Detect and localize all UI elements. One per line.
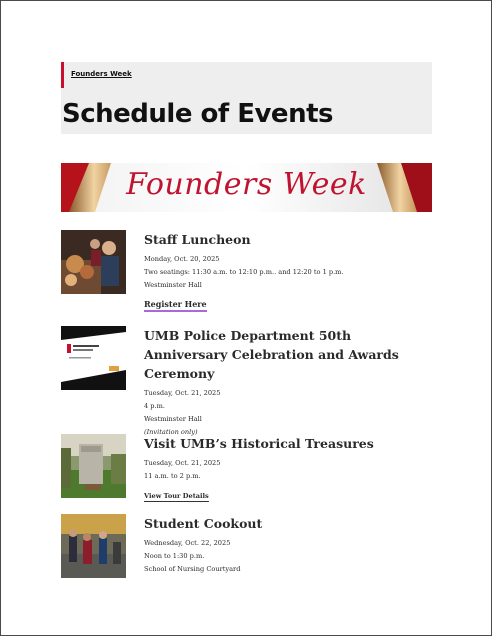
event-date: Tuesday, Oct. 21, 2025 <box>144 459 221 467</box>
view-tour-details-link[interactable]: View Tour Details <box>144 492 209 500</box>
event-location: Westminster Hall <box>144 281 202 289</box>
event-time: 4 p.m. <box>144 402 165 410</box>
banner-title: Founders Week <box>126 167 367 202</box>
event-time: Noon to 1:30 p.m. <box>144 552 205 560</box>
page-title: Schedule of Events <box>62 99 333 129</box>
founders-week-banner <box>61 163 432 212</box>
event-date: Tuesday, Oct. 21, 2025 <box>144 389 221 397</box>
hero-header <box>61 62 432 134</box>
event-title: Staff Luncheon <box>144 232 251 247</box>
event-title: Student Cookout <box>144 516 263 531</box>
event-photo-treasures <box>61 434 126 498</box>
event-time: Two seatings: 11:30 a.m. to 12:10 p.m.. and 12:20 to 1 p.m. <box>144 268 344 276</box>
event-date: Monday, Oct. 20, 2025 <box>144 255 220 263</box>
event-time: 11 a.m. to 2 p.m. <box>144 472 201 480</box>
event-photo-cookout <box>61 514 126 578</box>
breadcrumb-accent <box>61 62 64 88</box>
event-date: Wednesday, Oct. 22, 2025 <box>144 539 231 547</box>
event-title: UMB Police Department 50th Anniversary Celebration and Awards Ceremony <box>144 328 399 381</box>
breadcrumb-founders-week[interactable]: Founders Week <box>71 70 132 78</box>
event-photo-police <box>61 326 126 390</box>
event-photo-luncheon <box>61 230 126 294</box>
event-location: Westminster Hall <box>144 415 202 423</box>
event-note: (Invitation only) <box>144 428 198 436</box>
register-here-link[interactable]: Register Here <box>144 299 207 312</box>
event-location: School of Nursing Courtyard <box>144 565 241 573</box>
event-title: Visit UMB’s Historical Treasures <box>144 436 374 451</box>
